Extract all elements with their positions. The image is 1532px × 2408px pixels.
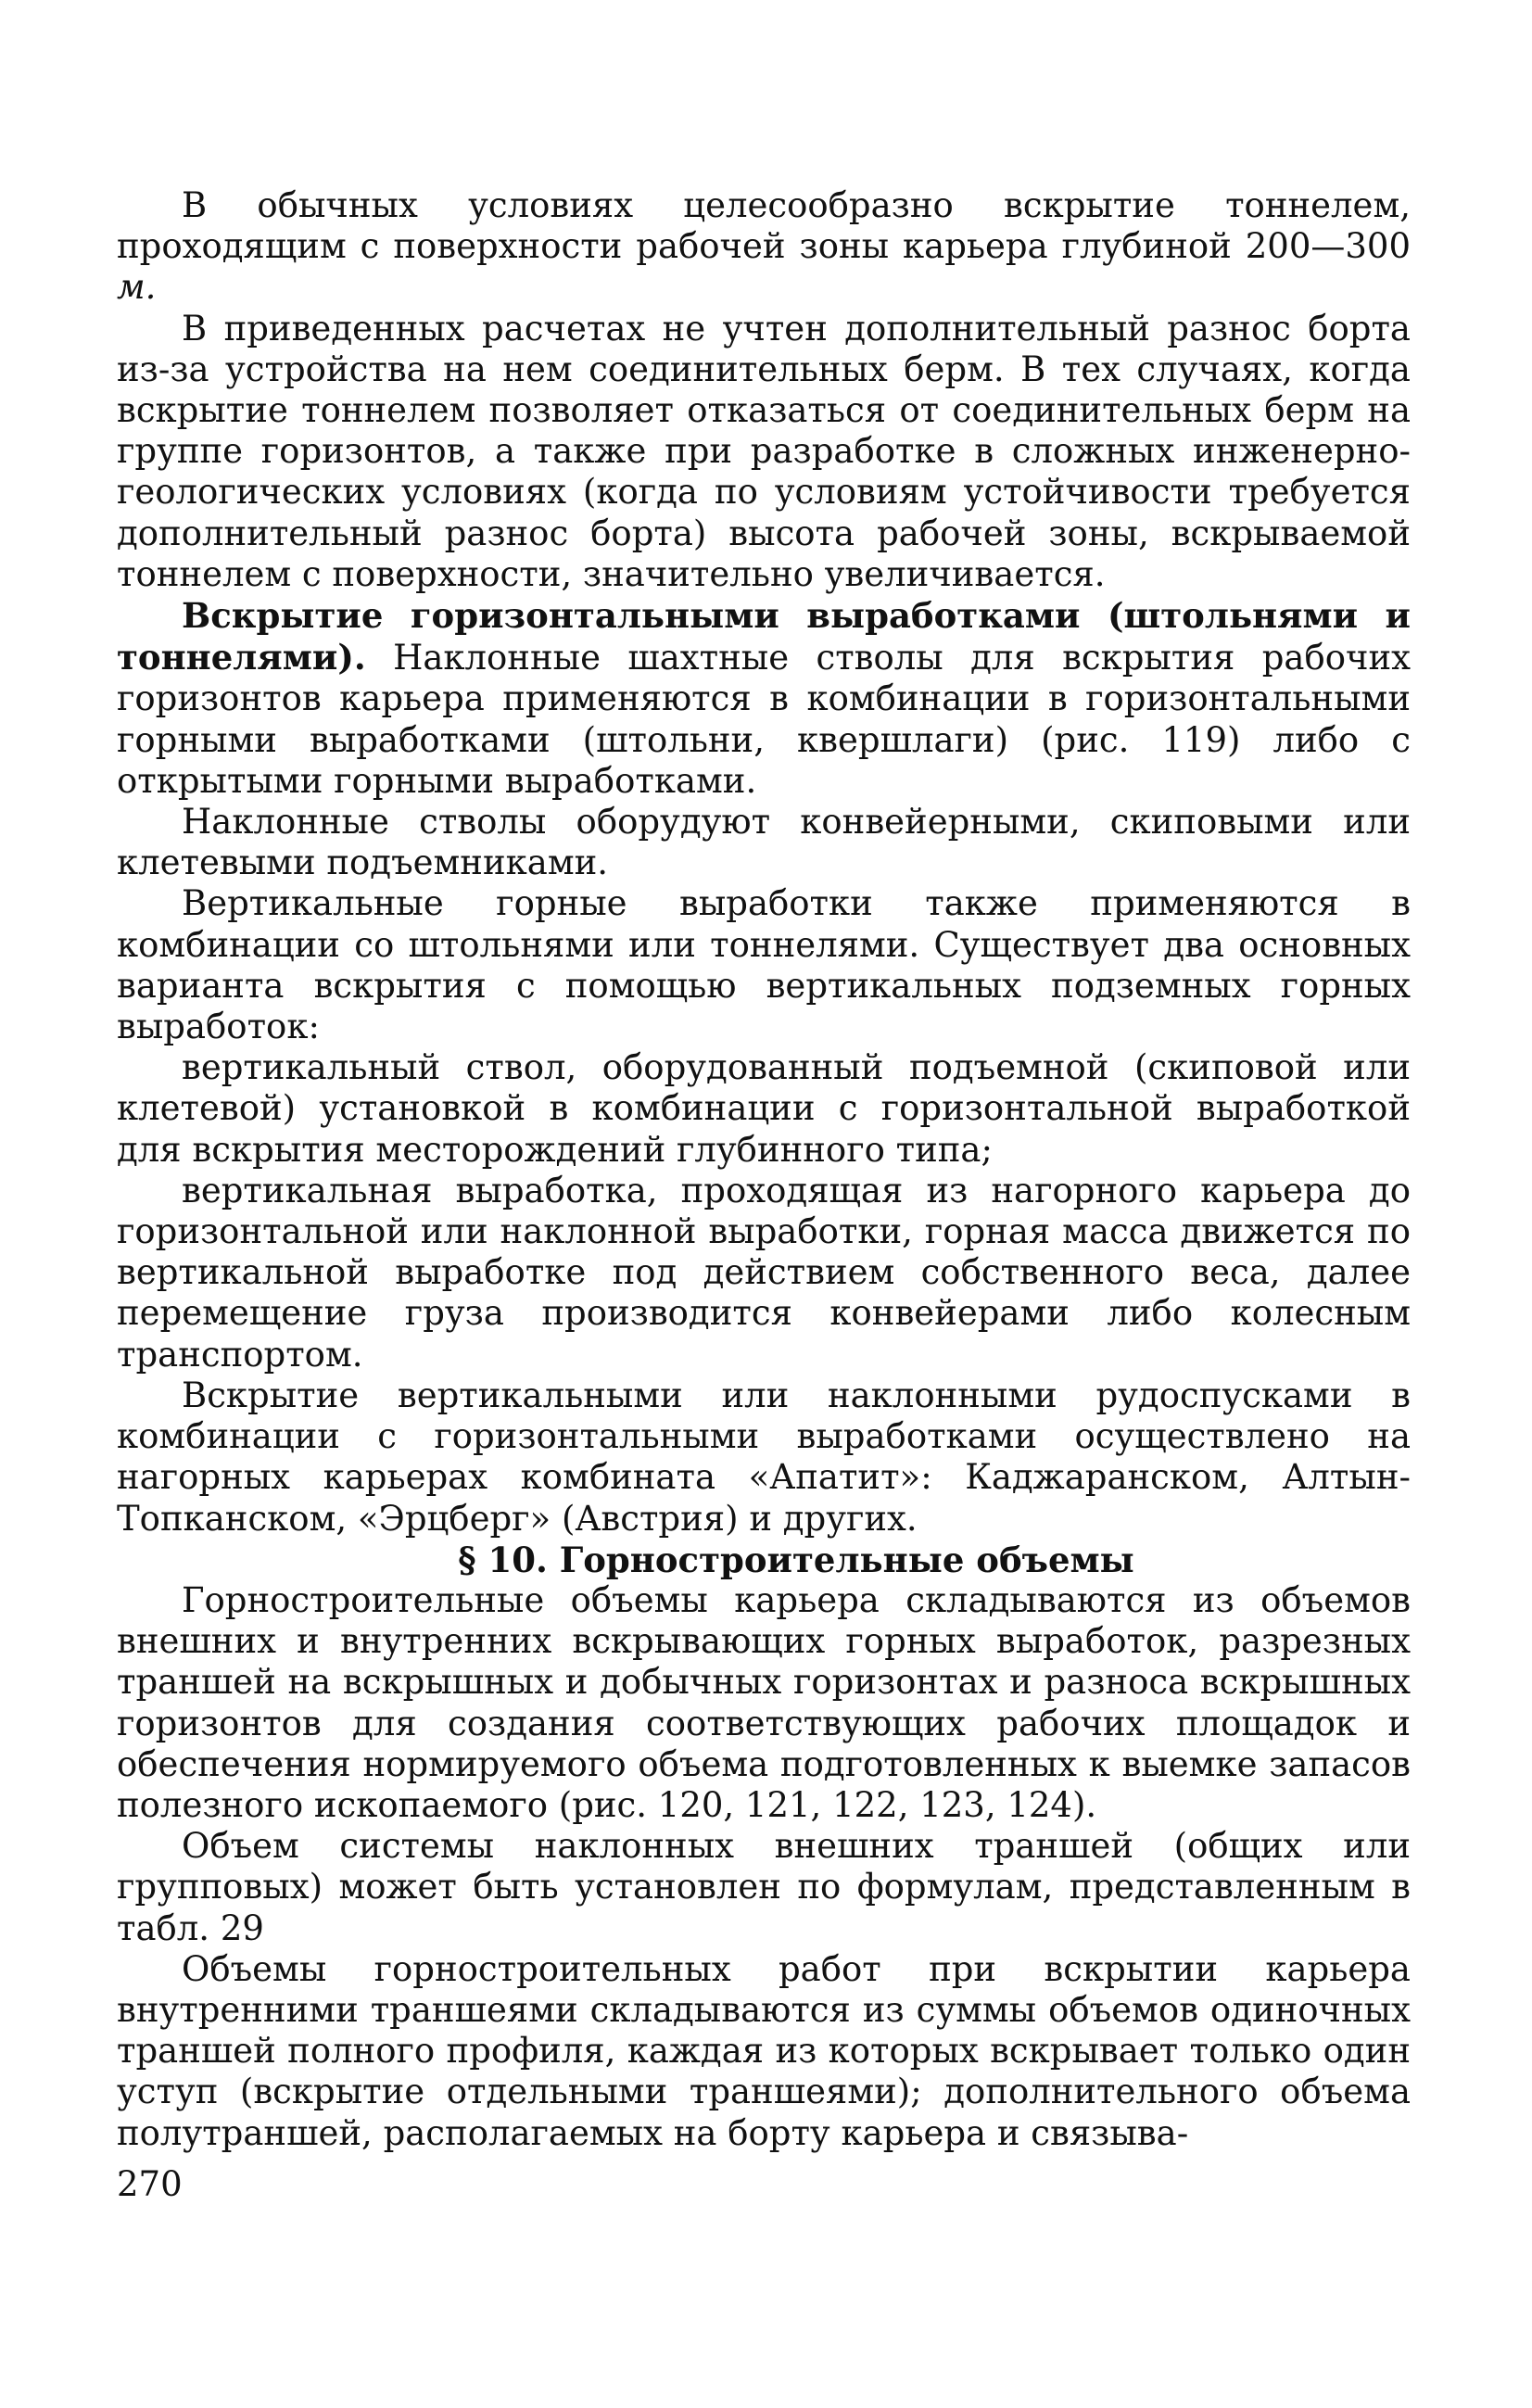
paragraph-text: В обычных условиях целесообразно вскрытие тоннелем, проходящим с поверхности рабочей зоны карьера глубиной 200—300	[117, 185, 1411, 267]
paragraph: Вскрытие вертикальными или наклонными рудоспусками в комбинации с горизонтальными выработками осуществлено на нагорных карьерах комбината «Апатит»: Каджаранском, Алтын-Топканском, «Эрцберг» (Австрия) и других.	[117, 1375, 1411, 1539]
paragraph	[117, 185, 1411, 309]
paragraph: В приведенных расчетах не учтен дополнительный разнос борта из-за устройства на нем соединительных берм. В тех случаях, когда вскрытие тоннелем позволяет отказаться от соединительных берм на группе горизонтов, а также при разработке в сложных инженерно-геологических условиях (когда по условиям устойчивости требуется дополнительный разнос борта) высота рабочей зоны, вскрываемой тоннелем с поверхности, значительно увеличивается.	[117, 308, 1411, 594]
paragraph: Объем системы наклонных внешних траншей (общих или групповых) может быть установлен по формулам, представленным в табл. 29	[117, 1826, 1411, 1948]
page-number: 270	[117, 2164, 183, 2204]
paragraph: Наклонные стволы оборудуют конвейерными, скиповыми или клетевыми подъемниками.	[117, 802, 1411, 883]
paragraph: Вертикальные горные выработки также применяются в комбинации со штольнями или тоннелями. Существует два основных варианта вскрытия с помощью вертикальных подземных горных выработок:	[117, 883, 1411, 1047]
paragraph-lead-bold: Вскрытие горизонтальными выработками (штольнями и тоннелями).	[117, 595, 1411, 678]
unit-meters: м.	[117, 267, 157, 308]
paragraph: Горностроительные объемы карьера складываются из объемов внешних и внутренних вскрывающих горных выработок, разрезных траншей на вскрышных и добычных горизонтах и разноса вскрышных горизонтов для создания соответствующих рабочих площадок и обеспечения нормируемого объема подготовленных к выемке запасов полезного ископаемого (рис. 120, 121, 122, 123, 124).	[117, 1579, 1411, 1825]
list-item: вертикальная выработка, проходящая из нагорного карьера до горизонтальной или наклонной выработки, горная масса движется по вертикальной выработке под действием собственного веса, далее перемещение груза производится конвейерами либо колесным транспортом.	[117, 1170, 1411, 1375]
paragraph	[117, 595, 1411, 802]
section-heading: § 10. Горностроительные объемы	[458, 1539, 1134, 1580]
body-text	[117, 185, 1411, 2154]
list-item: вертикальный ствол, оборудованный подъемной (скиповой или клетевой) установкой в комбинации с горизонтальной выработкой для вскрытия месторождений глубинного типа;	[117, 1047, 1411, 1170]
paragraph-text: Наклонные шахтные стволы для вскрытия рабочих горизонтов карьера применяются в комбинации в горизонтальными горными выработками (штольни, квершлаги) (рис. 119) либо с открытыми горными выработками.	[117, 638, 1411, 801]
paragraph: Объемы горностроительных работ при вскрытии карьера внутренними траншеями складываются из суммы объемов одиночных траншей полного профиля, каждая из которых вскрывает только один уступ (вскрытие отдельными траншеями); дополнительного объема полутраншей, располагаемых на борту карьера и связыва-	[117, 1948, 1411, 2153]
